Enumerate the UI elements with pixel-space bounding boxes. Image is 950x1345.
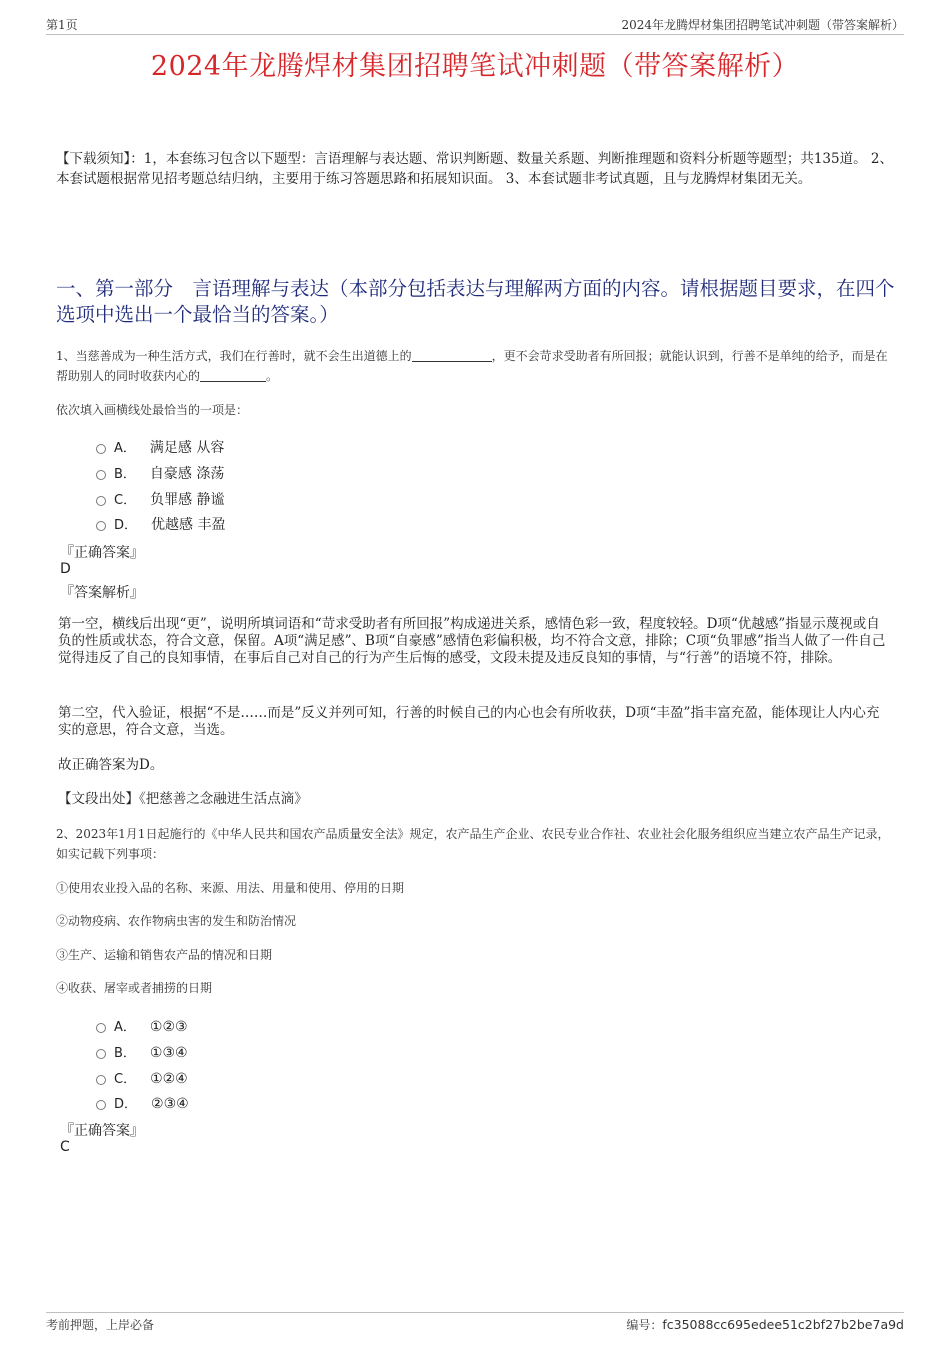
footer-code: 编号：fc35088cc695edee51c2bf27b2be7a9d [626, 1317, 904, 1332]
page-number: 第1页 [46, 18, 78, 32]
download-notice: 【下载须知】：1，本套练习包含以下题型：言语理解与表达题、常识判断题、数量关系题、判断推理题和资料分析题等题型；共135道。 2、本套试题根据常见招考题总结归纳，主要用于练习答题思路和拓展知识面。 3、本套试题非考试真题，且与龙腾焊材集团无关。 [56, 151, 893, 187]
section-heading: 一、第一部分 言语理解与表达（本部分包括表达与理解两方面的内容。请根据题目要求，在四个选项中选出一个最恰当的答案。） [56, 277, 895, 326]
q2-answer: C [60, 1139, 70, 1155]
q1-analysis-label: 『答案解析』 [60, 585, 144, 601]
q1-option-c[interactable]: C． 负罪感 静谧 [96, 489, 225, 507]
document-title: 2024年龙腾焊材集团招聘笔试冲刺题（带答案解析） [150, 51, 800, 82]
radio-icon[interactable] [96, 1100, 106, 1110]
q2-option-c[interactable]: C． ①②④ [96, 1068, 188, 1086]
question-2-stem: 2、2023年1月1日起施行的《中华人民共和国农产品质量安全法》规定，农产品生产企业、农民专业合作社、农业社会化服务组织应当建立农产品生产记录，如实记载下列事项： [56, 827, 890, 861]
radio-icon[interactable] [96, 444, 106, 454]
q2-item-2: ②动物疫病、农作物病虫害的发生和防治情况 [56, 914, 297, 928]
question-1-instruction: 依次填入画横线处最恰当的一项是： [56, 403, 249, 417]
q2-item-1: ①使用农业投入品的名称、来源、用法、用量和使用、停用的日期 [56, 881, 405, 895]
q1-option-d[interactable]: D． 优越感 丰盈 [96, 514, 225, 532]
page-footer [46, 1312, 904, 1335]
page-header [46, 14, 904, 35]
radio-icon[interactable] [96, 1049, 106, 1059]
q1-option-a[interactable]: A． 满足感 从容 [96, 437, 224, 455]
blank-2 [200, 367, 266, 382]
blank-1 [412, 347, 492, 362]
q1-source: 【文段出处】《把慈善之念融进生活点滴》 [58, 791, 308, 807]
q2-item-4: ④收获、屠宰或者捕捞的日期 [56, 981, 213, 995]
radio-icon[interactable] [96, 496, 106, 506]
question-1-stem: 1、当慈善成为一种生活方式，我们在行善时，就不会生出道德上的 ，更不会苛求受助者有所回报；就能认识到，行善不是单纯的给予，而是在帮助别人的同时收获内心的 。 [56, 349, 888, 383]
radio-icon[interactable] [96, 470, 106, 480]
q2-item-3: ③生产、运输和销售农产品的情况和日期 [56, 948, 273, 962]
q2-option-d[interactable]: D． ②③④ [96, 1093, 189, 1111]
radio-icon[interactable] [96, 1023, 106, 1033]
q1-analysis-para-1: 第一空，横线后出现“更”，说明所填词语和“苛求受助者有所回报”构成递进关系，感情色彩一致，程度较轻。D项“优越感”指显示蔑视或自负的性质或状态，符合文意，保留。A项“满足感”、B项“自豪感”感情色彩偏积极，均不符合文意，排除；C项“负罪感”指当人做了一件自己觉得违反了自己的良知事情，在事后自己对自己的行为产生后悔的感受，文段未提及违反良知的事情，与“行善”的语境不符，排除。 [58, 616, 886, 666]
radio-icon[interactable] [96, 1075, 106, 1085]
footer-slogan: 考前押题，上岸必备 [46, 1318, 155, 1332]
q1-option-b[interactable]: B． 自豪感 涤荡 [96, 463, 224, 481]
q2-option-b[interactable]: B． ①③④ [96, 1042, 188, 1060]
q1-analysis-para-3: 故正确答案为D。 [58, 757, 164, 773]
q1-answer: D [60, 561, 71, 577]
q2-option-a[interactable]: A． ①②③ [96, 1016, 188, 1034]
q1-analysis-para-2: 第二空，代入验证，根据“不是……而是”反义并列可知，行善的时候自己的内心也会有所收获，D项“丰盈”指丰富充盈，能体现让人内心充实的意思，符合文意，当选。 [58, 705, 880, 738]
q2-answer-label: 『正确答案』 [60, 1123, 144, 1139]
q1-answer-label: 『正确答案』 [60, 545, 144, 561]
radio-icon[interactable] [96, 521, 106, 531]
header-doc-title: 2024年龙腾焊材集团招聘笔试冲刺题（带答案解析） [621, 18, 904, 32]
